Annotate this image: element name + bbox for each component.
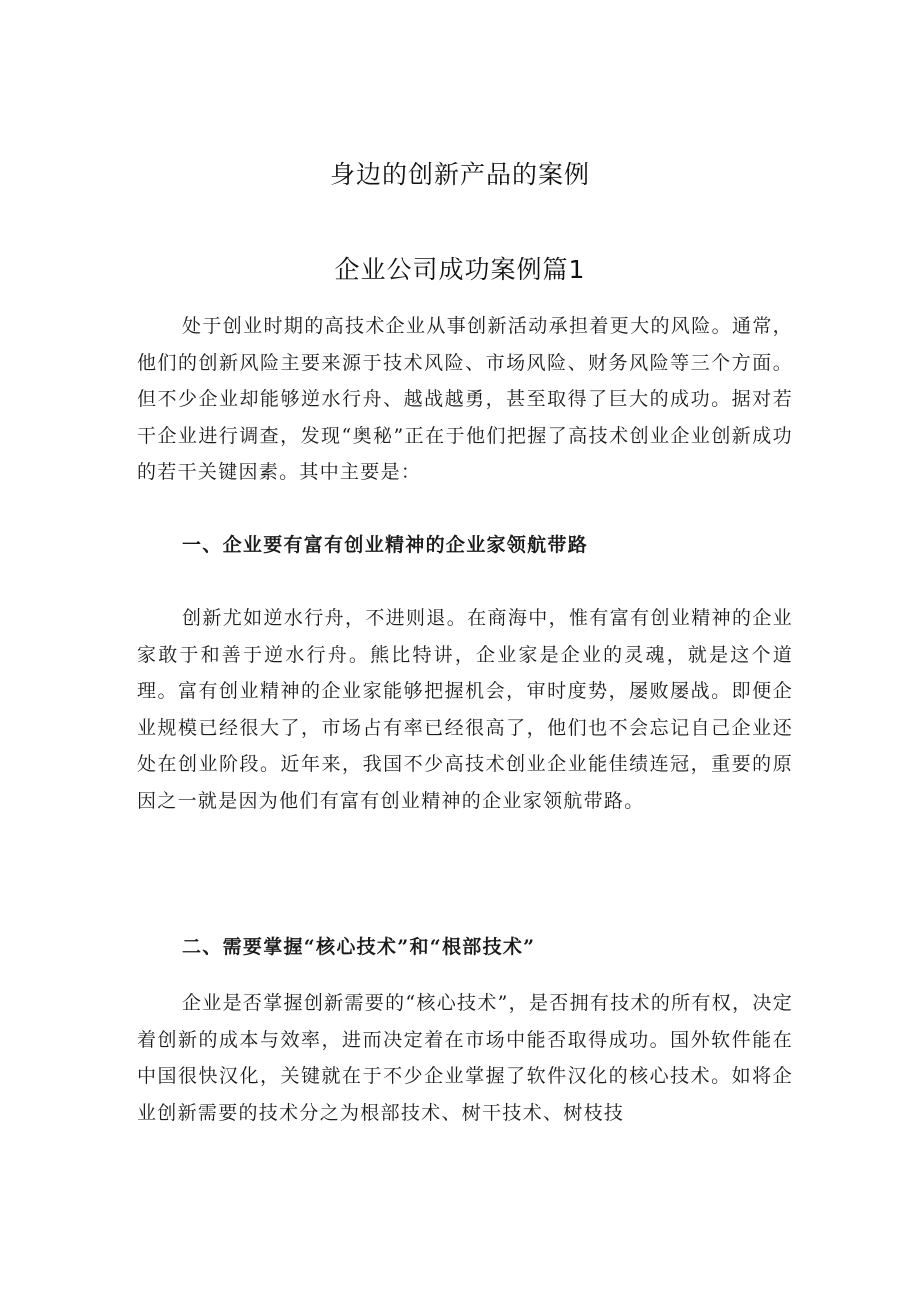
- document-subtitle: 企业公司成功案例篇1: [334, 255, 586, 284]
- section-heading-2: 二、需要掌握“核心技术”和“根部技术”: [182, 936, 536, 958]
- paragraph-intro: 处于创业时期的高技术企业从事创新活动承担着更大的风险。通常，他们的创新风险主要来源于技术风险、市场风险、财务风险等三个方面。但不少企业却能够逆水行舟、越战越勇，甚至取得了巨大的成功。据对若干企业进行调查，发现“奥秘”正在于他们把握了高技术创业企业创新成功的若干关键因素。其中主要是：: [137, 315, 793, 483]
- paragraph-section-2: 企业是否掌握创新需要的“核心技术”，是否拥有技术的所有权，决定着创新的成本与效率，进而决定着在市场中能否取得成功。国外软件能在中国很快汉化，关键就在于不少企业掌握了软件汉化的核心技术。如将企业创新需要的技术分之为根部技术、树干技术、树枝技: [137, 992, 793, 1124]
- document-title: 身边的创新产品的案例: [329, 160, 590, 189]
- paragraph-section-1: 创新尤如逆水行舟，不进则退。在商海中，惟有富有创业精神的企业家敢于和善于逆水行舟。熊比特讲，企业家是企业的灵魂，就是这个道理。富有创业精神的企业家能够把握机会，审时度势，屡败屡战。即便企业规模已经很大了，市场占有率已经很高了，他们也不会忘记自己企业还处在创业阶段。近年来，我国不少高技术创业企业能佳绩连冠，重要的原因之一就是因为他们有富有创业精神的企业家领航带路。: [137, 607, 793, 812]
- section-heading-1: 一、企业要有富有创业精神的企业家领航带路: [182, 534, 589, 556]
